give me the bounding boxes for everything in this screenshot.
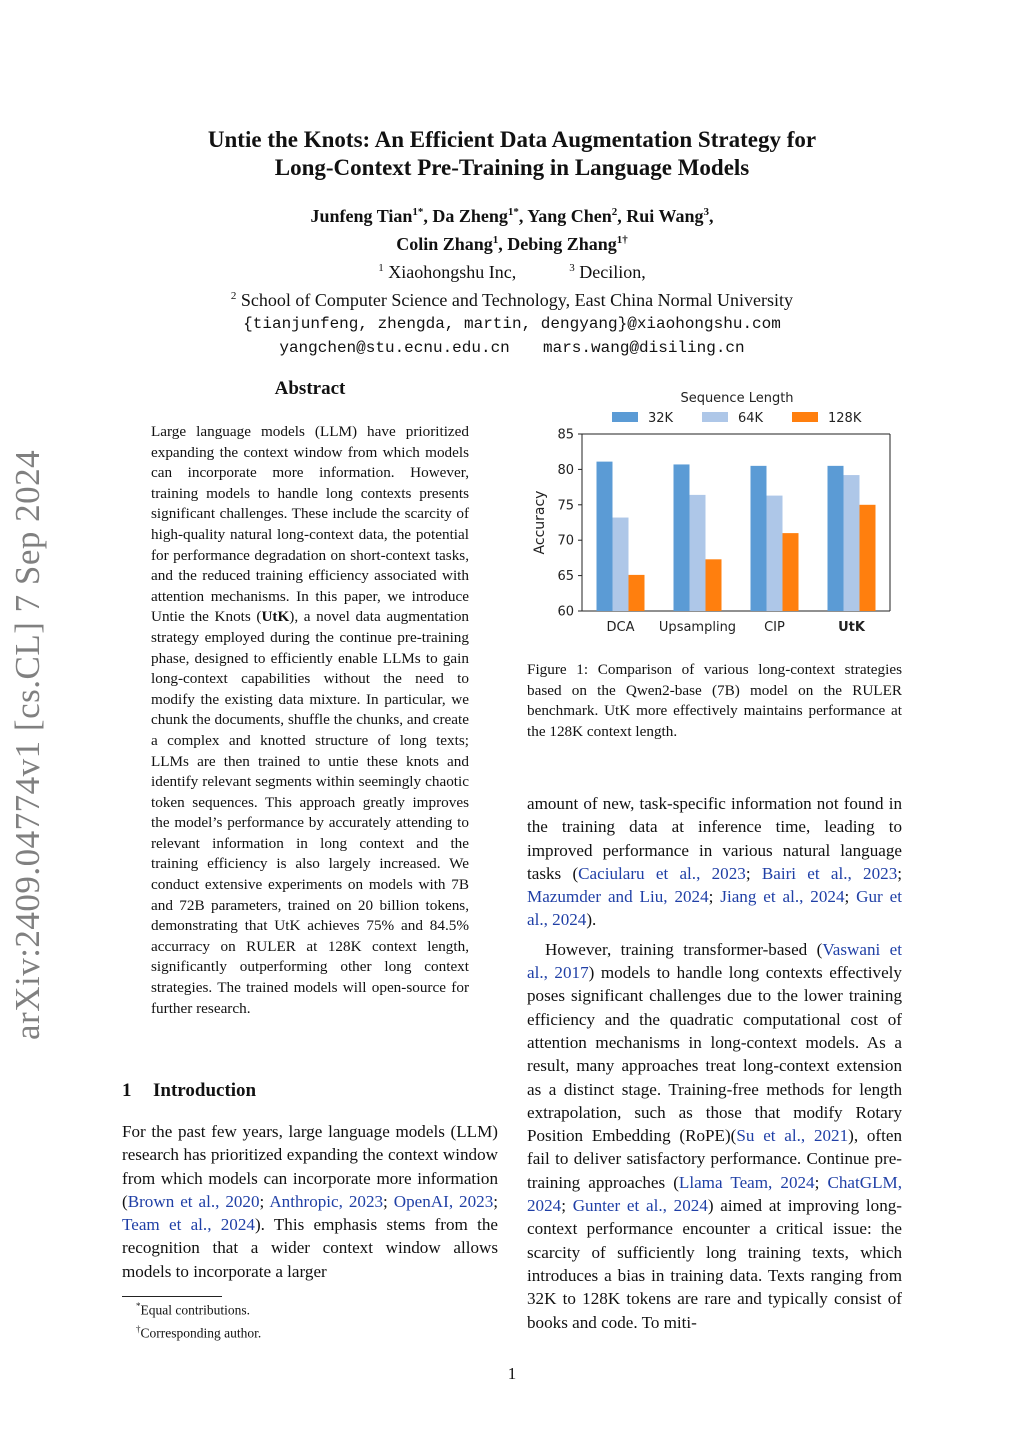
author-line-1: Junfeng Tian$^{1*}$, Da Zheng$^{1*}$, Yang Chen$^2$, Rui Wang$^3$, [310, 206, 714, 226]
paragraph-text: ), often fail to deliver satisfactory performance. Continue pre-training approaches ( [527, 1126, 902, 1192]
author-name: Rui Wang [626, 206, 704, 226]
citation-separator: ; [897, 863, 902, 883]
citation-separator: ; [383, 1191, 394, 1211]
figure-1-bar-chart [530, 386, 910, 646]
author-name: Colin Zhang [396, 234, 493, 254]
author-name: Junfeng Tian [310, 206, 413, 226]
footnote-text: Corresponding author. [140, 1325, 262, 1340]
paragraph-text: ) models to handle long contexts effectively poses significant challenges due to the lower training efficiency and the quadratic computational cost of attention mechanisms in long-context models. As a result, many approaches treat long-context extension as a distinct stage. Training-free methods for length extrapolation, such as those that modify Rotary Position Embedding (RoPE)( [527, 963, 902, 1146]
citation-link[interactable]: Team et al., 2024 [122, 1215, 255, 1235]
email: mars.wang@disiling.cn [543, 339, 745, 357]
legend-label: 64K [738, 411, 764, 426]
email-block [100, 312, 924, 360]
legend-label: 128K [828, 411, 862, 426]
title-line-1: Untie the Knots: An Efficient Data Augmentation Strategy for [207, 127, 817, 152]
bar-utk-64k [844, 475, 860, 611]
y-tick-label: 75 [557, 498, 574, 514]
y-axis-label: Accuracy [532, 490, 548, 555]
legend-swatch-64k [702, 412, 728, 422]
citation-separator: ; [259, 1191, 270, 1211]
abstract-bold-term: UtK [261, 608, 290, 626]
citation-link[interactable]: ChatGLM, 2024 [527, 1172, 902, 1216]
title-line-2: Long-Context Pre-Training in Language Models [274, 155, 750, 180]
affiliation-marker: 3 [569, 262, 575, 274]
email-line-1: {tianjunfeng, zhengda, martin, dengyang}@xiaohongshu.com [243, 315, 781, 333]
citation-separator: ; [844, 887, 857, 907]
paragraph-text: ). This emphasis stems from the recognition that a wider context window allows models to incorporate a larger [122, 1215, 498, 1281]
affiliation: Xiaohongshu Inc, [388, 262, 517, 282]
author-line-2: Colin Zhang$^1$, Debing Zhang$^{1\dagger}$ [396, 234, 628, 254]
citation-link[interactable]: Llama Team, 2024 [678, 1172, 815, 1192]
x-tick-label: Upsampling [658, 620, 737, 635]
legend-label: 32K [648, 411, 674, 426]
bar-utk-32k [828, 466, 844, 611]
legend-swatch-128k [792, 412, 818, 422]
bar-cip-64k [767, 496, 783, 611]
affiliation-line-1 [100, 256, 924, 284]
citation-link[interactable]: Su et al., 2021 [736, 1126, 849, 1146]
footnote [136, 1320, 261, 1343]
author-name: Debing Zhang [507, 234, 617, 254]
citation-link[interactable]: Bairi et al., 2023 [761, 863, 898, 883]
author-affiliation-marker: 1* [412, 206, 424, 218]
footnote-text: Equal contributions. [140, 1302, 250, 1318]
x-tick-label: DCA [606, 620, 635, 635]
author-name: Da Zheng [432, 206, 508, 226]
bar-dca-64k [613, 518, 629, 611]
author-block [100, 200, 924, 360]
footnote [136, 1297, 261, 1320]
footnotes [136, 1297, 261, 1342]
citation-link[interactable]: Jiang et al., 2024 [720, 887, 845, 907]
citation-link[interactable]: Caciularu et al., 2023 [578, 863, 746, 883]
x-tick-label: UtK [838, 620, 865, 635]
footnote-marker: * [136, 1301, 141, 1311]
intro-paragraph [122, 1120, 498, 1283]
citation-link[interactable]: Mazumder and Liu, 2024 [527, 887, 709, 907]
bar-dca-32k [597, 462, 613, 611]
affiliation-marker: 1 [378, 262, 384, 274]
paragraph-text: amount of new, task-specific information not found in the training data at inference time, leading to improved performance in various natural language tasks ( [527, 794, 902, 883]
abstract-body [151, 422, 469, 1019]
paragraph-text: For the past few years, large language models (LLM) research has prioritized expanding the context window from which models can incorporate more information ( [122, 1122, 498, 1211]
author-affiliation-marker: 1* [507, 206, 519, 218]
author-name: Yang Chen [527, 206, 612, 226]
paragraph-text: However, training transformer-based ( [545, 939, 823, 959]
bar-upsampling-32k [674, 464, 690, 611]
page-number: 1 [507, 1364, 517, 1383]
bar-upsampling-64k [690, 495, 706, 611]
section-heading-introduction [122, 1080, 256, 1102]
author-affiliation-marker: 1† [616, 234, 628, 246]
email-line-2 [100, 336, 924, 360]
paragraph-text: ). [586, 910, 597, 930]
author-affiliation-marker: 1 [492, 234, 499, 246]
citation-link[interactable]: Gur et al., 2024 [527, 887, 902, 930]
right-column-body [527, 792, 902, 1334]
email: yangchen@stu.ecnu.edu.cn [279, 339, 510, 357]
affiliation: Decilion, [579, 262, 646, 282]
paragraph-text: ) aimed at improving long-context performance encounter a critical issue: the scarcity of sufficiently long training texts, which introduces a bias in training data. Texts ranging from 32K to 128K tokens are rare and typically consist of books and code. To miti- [527, 1196, 902, 1332]
body-paragraph [527, 792, 902, 932]
legend-swatch-32k [612, 412, 638, 422]
accuracy-bar-chart [530, 386, 910, 646]
legend-title: Sequence Length [680, 391, 794, 406]
abstract-text: ), a novel data augmentation strategy employed during the continue pre-training phase, designed to efficiently enable LLMs to gain long-context capabilities without the need to modify the existing data mixture. In particular, we chunk the documents, shuffle the chunks, and create a complex and knotted structure of long texts; LLMs are then trained to untie these knots and identify relevant segments within seemingly chaotic token sequences. This approach greatly improves the model’s performance by accurately attending to relevant information in long context and the training efficiency is also largely increased. We conduct extensive experiments on models with 7B and 72B parameters, trained on 20 billion tokens, demonstrating that UtK achieves 75% and 84.5% accurracy on RULER at 128K context length, significantly outperforming other long context strategies. The trained models will open-source for further research. [151, 608, 470, 1017]
citation-link[interactable]: Brown et al., 2020 [127, 1191, 260, 1211]
y-tick-label: 65 [557, 569, 574, 585]
bar-cip-128k [783, 533, 799, 611]
figure-caption: Figure 1: Comparison of various long-context strategies based on the Qwen2-base (7B) model on the RULER benchmark. UtK more effectively maintains performance at the 128K context length. [527, 661, 902, 740]
citation-separator: ; [814, 1172, 828, 1192]
affiliation: School of Computer Science and Technology, East China Normal University [240, 290, 794, 310]
bar-dca-128k [629, 575, 645, 611]
y-tick-label: 85 [557, 427, 574, 443]
affiliation-line-2 [100, 284, 924, 312]
paper-title [100, 126, 924, 182]
bar-upsampling-128k [706, 559, 722, 611]
footnote-marker: † [136, 1323, 141, 1334]
citation-separator: ; [493, 1191, 498, 1211]
abstract-text: Large language models (LLM) have prioritized expanding the context window from which models can incorporate more information. However, training models to handle long contexts presents significant challenges. These include the scarcity of high-quality natural long-context data, the potential for performance degradation on short-context tasks, and the reduced training efficiency associated with attention mechanisms. In this paper, we introduce Untie the Knots ( [151, 423, 469, 626]
citation-link[interactable]: Vaswani et al., 2017 [527, 939, 902, 983]
bar-cip-32k [751, 466, 767, 611]
y-tick-label: 70 [557, 533, 574, 549]
citation-link[interactable]: OpenAI, 2023 [393, 1191, 494, 1211]
citation-separator: ; [708, 887, 721, 907]
y-tick-label: 60 [557, 604, 574, 620]
citation-separator: ; [561, 1196, 573, 1216]
author-affiliation-marker: 3 [703, 206, 709, 218]
bar-utk-128k [860, 505, 876, 611]
citation-link[interactable]: Gunter et al., 2024 [572, 1196, 708, 1216]
citation-link[interactable]: Anthropic, 2023 [269, 1191, 384, 1211]
arxiv-identifier: arXiv:2409.04774v1 [cs.CL] 7 Sep 2024 [8, 449, 47, 1040]
citation-separator: ; [745, 863, 762, 883]
y-tick-label: 80 [557, 462, 574, 478]
x-tick-label: CIP [764, 620, 785, 635]
body-paragraph [527, 938, 902, 1334]
author-affiliation-marker: 2 [611, 206, 618, 218]
affiliation-marker: 2 [230, 290, 237, 302]
abstract-heading: Abstract [274, 378, 346, 399]
section-title: Introduction [153, 1080, 257, 1101]
section-number: 1 [122, 1080, 132, 1101]
